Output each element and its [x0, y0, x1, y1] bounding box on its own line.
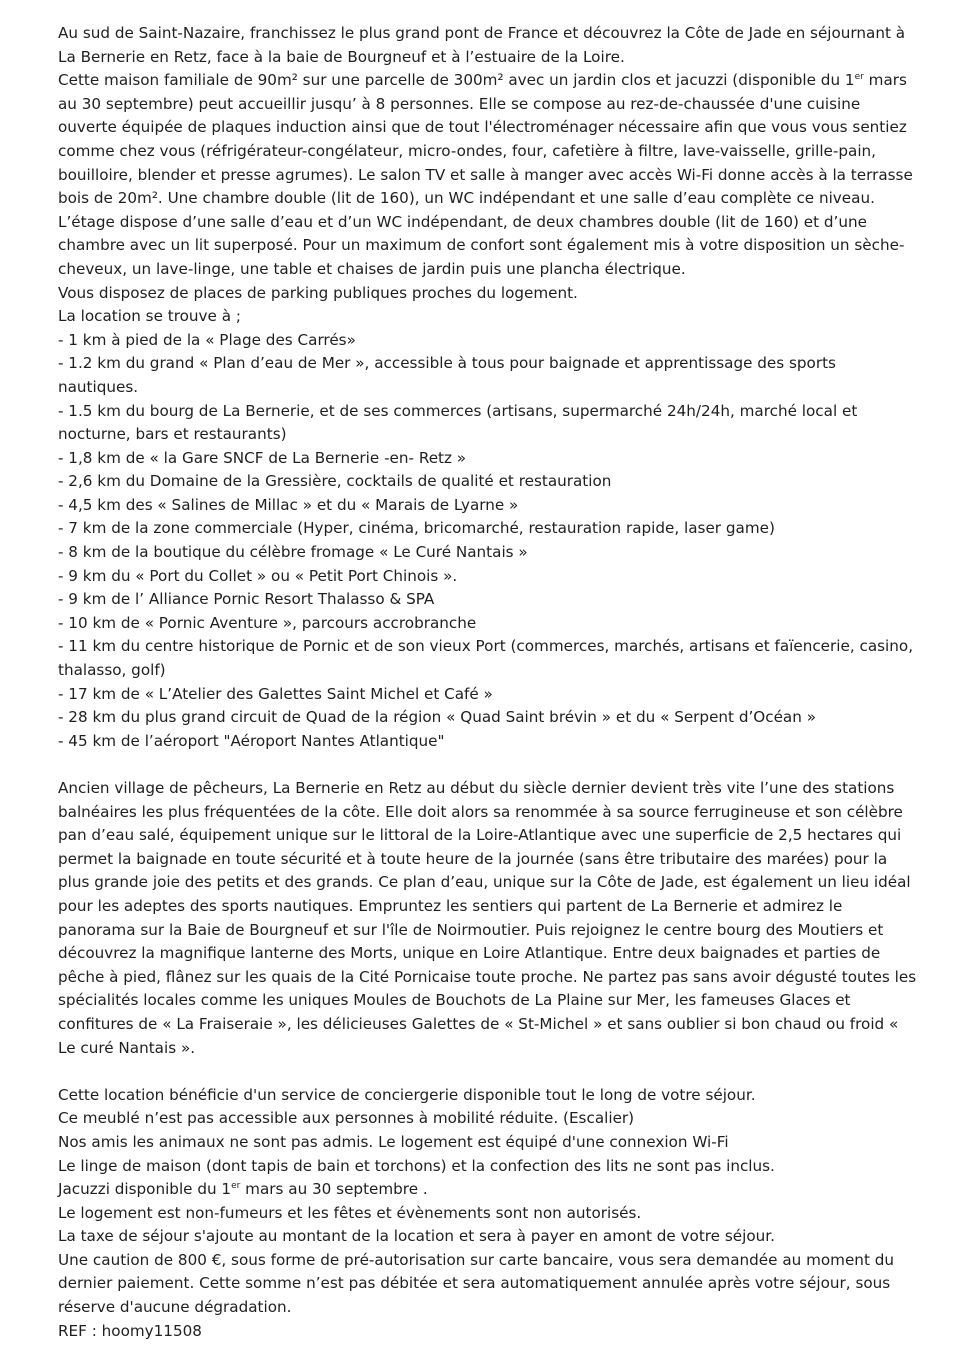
deposit-paragraph: Une caution de 800 €, sous forme de pré-autorisation sur carte bancaire, vous sera demandée au moment du dernier paiement. Cette somme n’est pas débitée et sera automatiquement annulée après votre séjour, sous réserve d'aucune dégradation. [58, 1250, 894, 1317]
list-item: - 9 km de l’ Alliance Pornic Resort Thalasso & SPA [58, 590, 435, 609]
list-item: - 2,6 km du Domaine de la Gressière, cocktails de qualité et restauration [58, 472, 612, 491]
parking-paragraph: Vous disposez de places de parking publiques proches du logement. [58, 283, 578, 302]
list-item: - 8 km de la boutique du célèbre fromage « Le Curé Nantais » [58, 543, 528, 562]
list-item: - 9 km du « Port du Collet » ou « Petit Port Chinois ». [58, 566, 458, 585]
list-item: - 1.2 km du grand « Plan d’eau de Mer », accessible à tous pour baignade et apprentissage des sports nautiques. [58, 354, 836, 396]
list-item: - 4,5 km des « Salines de Millac » et du « Marais de Lyarne » [58, 495, 519, 514]
tax-line: La taxe de séjour s'ajoute au montant de la location et sera à payer en amont de votre séjour. [58, 1227, 775, 1246]
list-item: - 28 km du plus grand circuit de Quad de la région « Quad Saint brévin » et du « Serpent d’Océan » [58, 708, 816, 727]
pets-wifi-line: Nos amis les animaux ne sont pas admis. Le logement est équipé d'une connexion Wi-Fi [58, 1132, 729, 1151]
house-description-paragraph [58, 69, 920, 281]
list-item: - 10 km de « Pornic Aventure », parcours accrobranche [58, 613, 477, 632]
village-paragraph: Ancien village de pêcheurs, La Bernerie en Retz au début du siècle dernier devient très vite l’une des stations balnéaires les plus fréquentées de la côte. Elle doit alors sa renommée à sa source ferrugineuse et son célèbre pan d’eau salé, équipement unique sur le littoral de la Loire-Atlantique avec une superficie de 2,5 hectares qui permet la baignade en toute sécurité et à toute heure de la journée (sans être tributaire des marées) pour la plus grande joie des petits et des grands. Ce plan d’eau, unique sur la Côte de Jade, est également un lieu idéal pour les adeptes des sports nautiques. Empruntez les sentiers qui partent de La Bernerie et admirez le panorama sur la Baie de Bourgneuf et sur l'île de Noirmoutier. Puis rejoignez le centre bourg des Moutiers et découvrez la magnifique lanterne des Morts, unique en Loire Atlantique. Entre deux baignades et parties de pêche à pied, flânez sur les quais de la Cité Pornicaise toute proche. Ne partez pas sans avoir dégusté toutes les spécialités locales comme les uniques Moules de Bouchots de La Plaine sur Mer, les fameuses Glaces et confitures de « La Fraiseraie », les délicieuses Galettes de « St-Michel » et sans oublier si bon chaud ou froid « Le curé Nantais ». [58, 779, 917, 1057]
list-item: - 17 km de « L’Atelier des Galettes Saint Michel et Café » [58, 684, 493, 703]
jacuzzi-line [58, 1178, 920, 1202]
concierge-line: Cette location bénéficie d'un service de conciergerie disponible tout le long de votre séjour. [58, 1085, 756, 1104]
intro-paragraph: Au sud de Saint-Nazaire, franchissez le plus grand pont de France et découvrez la Côte de Jade en séjournant à La Bernerie en Retz, face à la baie de Bourgneuf et à l’estuaire de la Loire. [58, 24, 906, 66]
jacuzzi-text-continued: mars au 30 septembre . [240, 1180, 428, 1199]
ordinal-superscript: er [854, 72, 864, 83]
smoking-line: Le logement est non-fumeurs et les fêtes et évènements sont non autorisés. [58, 1203, 642, 1222]
list-item: - 45 km de l’aéroport "Aéroport Nantes Atlantique" [58, 731, 445, 750]
reference-line: REF : hoomy11508 [58, 1321, 202, 1340]
house-description-text-continued: mars au 30 septembre) peut accueillir jusqu’ à 8 personnes. Elle se compose au rez-de-chaussée d'une cuisine ouverte équipée de plaques induction ainsi que de tout l'électroménager nécessaire afin que vous vous sentiez comme chez vous (réfrigérateur-congélateur, micro-ondes, four, cafetière à filtre, lave-vaisselle, grille-pain, bouilloire, blender et presse agrumes). Le salon TV et salle à manger avec accès Wi-Fi donne accès à la terrasse bois de 20m². Une chambre double (lit de 160), un WC indépendant et une salle d’eau complète ce niveau. L’étage dispose d’une salle d’eau et d’un WC indépendant, de deux chambres double (lit de 160) et d’une chambre avec un lit superposé. Pour un maximum de confort sont également mis à votre disposition un sèche-cheveux, un lave-linge, une table et chaises de jardin puis une plancha électrique. [58, 71, 913, 278]
list-item: - 1.5 km du bourg de La Bernerie, et de ses commerces (artisans, supermarché 24h/24h, marché local et nocturne, bars et restaurants) [58, 401, 858, 444]
house-description-text: Cette maison familiale de 90m² sur une parcelle de 300m² avec un jardin clos et jacuzzi (disponible du 1 [58, 71, 855, 90]
list-item: - 11 km du centre historique de Pornic et de son vieux Port (commerces, marchés, artisans et faïencerie, casino, thalasso, golf) [58, 637, 914, 680]
ordinal-superscript: er [231, 1181, 241, 1192]
location-heading: La location se trouve à ; [58, 307, 241, 326]
accessibility-line: Ce meublé n’est pas accessible aux personnes à mobilité réduite. (Escalier) [58, 1109, 635, 1128]
intro-section [58, 22, 920, 329]
distances-list [58, 329, 920, 754]
list-item: - 1,8 km de « la Gare SNCF de La Bernerie -en- Retz » [58, 448, 467, 467]
linen-line: Le linge de maison (dont tapis de bain et torchons) et la confection des lits ne sont pas inclus. [58, 1156, 775, 1175]
village-section [58, 777, 920, 1060]
list-item: - 7 km de la zone commerciale (Hyper, cinéma, bricomarché, restauration rapide, laser game) [58, 519, 775, 538]
paragraph-spacer [58, 1060, 920, 1084]
paragraph-spacer [58, 753, 920, 777]
conditions-section [58, 1084, 920, 1344]
list-item: - 1 km à pied de la « Plage des Carrés» [58, 330, 356, 349]
jacuzzi-text: Jacuzzi disponible du 1 [58, 1180, 232, 1199]
